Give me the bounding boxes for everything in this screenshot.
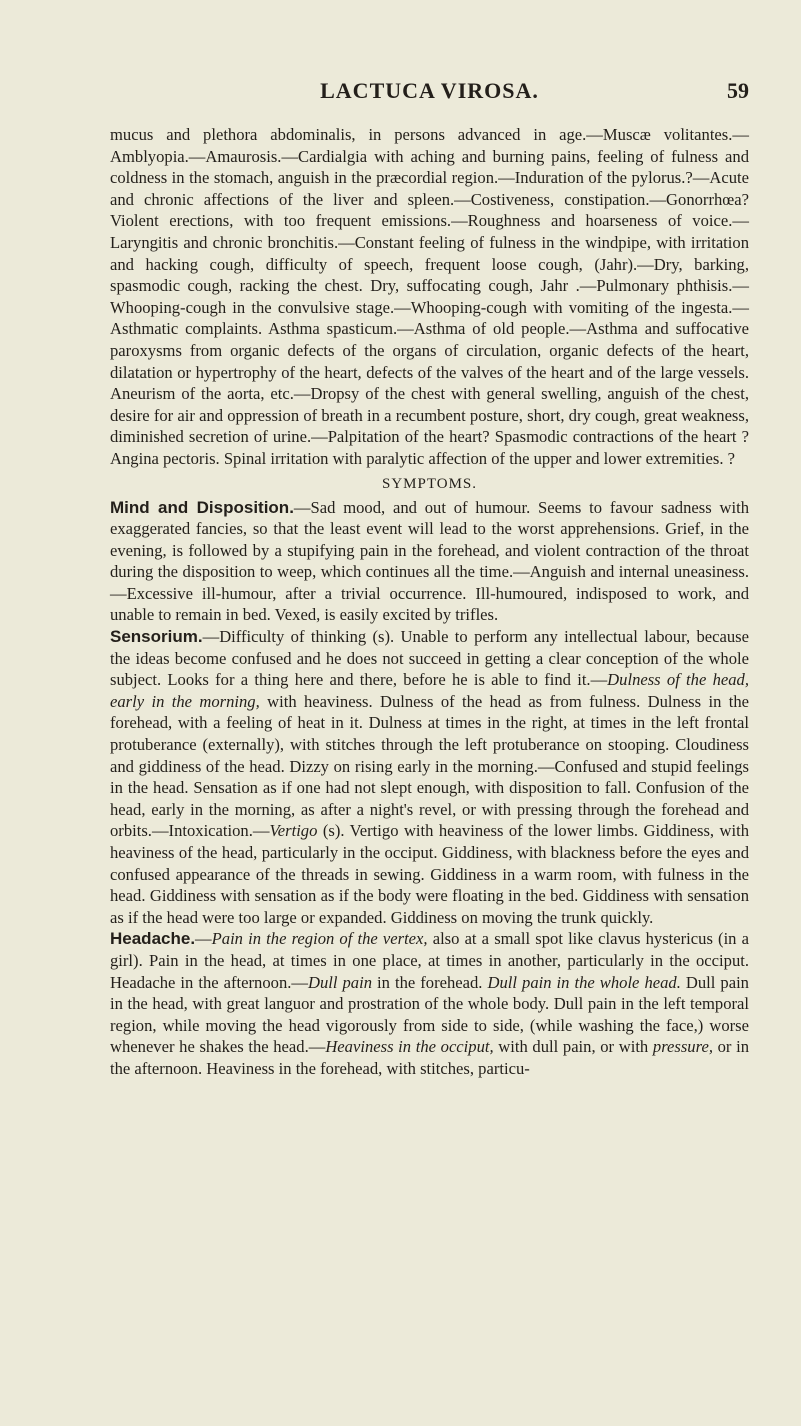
sensorium-text-3: (s). Vertigo with heaviness of the lower limbs. Giddiness, with heaviness of the head, particularly in the occiput. Giddiness, with blackness before the eyes and confused appearance of the threads in sewing. Giddiness in a warm room, with fulness in the head. Giddiness with sensation as if the body were floating in the bed. Giddiness with sensation as if the head were too large or expanded. Giddiness on moving the trunk quickly.	[110, 821, 749, 927]
sensorium-rubric: Sensorium.	[110, 627, 203, 647]
headache-text-4: Dull pain in the head, with great languor and prostration of the whole body. Dull pain in the left temporal region, while moving the head vigorously from side to side, (while washing the face,) worse whenever he shakes the head.—	[110, 972, 749, 1057]
headache-italic-5: pressure,	[652, 1037, 713, 1057]
clinical-uses-paragraph: mucus and plethora abdominalis, in persons advanced in age.—Muscæ volitantes.—Amblyopia.—Amaurosis.—Cardialgia with aching and burning pains, feeling of fulness and coldness in the stomach, anguish in the præcordial region.—Induration of the pylorus.?—Acute and chronic affections of the liver and spleen.—Costiveness, constipation.—Gonorrhœa? Violent erections, with too frequent emissions.—Roughness and hoarseness of voice.—Laryngitis and chronic bronchitis.—Constant feeling of fulness in the windpipe, with irritation and hacking cough, difficulty of speech, frequent loose cough, (Jahr).—Dry, barking, spasmodic cough, racking the chest. Dry, suffocating cough, Jahr .—Pulmonary phthisis.—Whooping-cough in the convulsive stage.—Whooping-cough with vomiting of the ingesta.—Asthmatic complaints. Asthma spasticum.—Asthma of old people.—Asthma and suffocative paroxysms from organic defects of the organs of circulation, organic defects of the heart, dilatation or hypertrophy of the heart, defects of the valves of the heart and of the large vessels. Aneurism of the aorta, etc.—Dropsy of the chest with general swelling, anguish of the chest, desire for air and oppression of breath in a recumbent posture, short, dry cough, great weakness, diminished secretion of urine.—Palpitation of the heart? Spasmodic contractions of the heart ? Angina pectoris. Spinal irritation with paralytic affection of the upper and lower extremities. ?	[110, 125, 749, 468]
headache-italic-1: Pain in the region of the vertex,	[211, 929, 428, 949]
mind-paragraph	[110, 497, 749, 627]
headache-text-1: —	[195, 929, 212, 949]
sensorium-italic-1: Dulness of the head, early in the morning,	[110, 670, 749, 711]
headache-italic-2: Dull pain	[307, 972, 373, 992]
sensorium-italic-2: Vertigo	[269, 821, 318, 841]
mind-text: —Sad mood, and out of humour. Seems to favour sadness with exaggerated fancies, so that the least event will lead to the worst apprehensions. Grief, in the evening, is followed by a stupifying pain in the forehead, and violent contraction of the throat during the disposition to weep, which continues all the time.—Anguish and internal uneasiness.—Excessive ill-humour, after a trivial occurrence. Ill-humoured, indisposed to work, and unable to remain in bed. Vexed, is easily excited by trifles.	[110, 497, 749, 625]
headache-italic-3: Dull pain in the whole head.	[487, 972, 681, 992]
mind-rubric: Mind and Disposition.	[110, 497, 294, 517]
headache-text-3: in the forehead.	[372, 972, 488, 992]
sensorium-paragraph	[110, 626, 749, 928]
page-title: LACTUCA VIROSA.	[320, 78, 539, 103]
headache-text-5: with dull pain, or with	[493, 1037, 653, 1057]
page-number: 59	[727, 78, 749, 103]
headache-rubric: Headache.	[110, 929, 196, 949]
headache-italic-4: Heaviness in the occiput,	[325, 1037, 494, 1057]
sensorium-text-2: with heaviness. Dulness of the head as from fulness. Dulness in the forehead, with a feeling of heat in it. Dulness at times in the right, at times in the left frontal protuberance (externally), with stitches through the left protuberance on stooping. Cloudiness and giddiness of the head. Dizzy on rising early in the morning.—Confused and stupid feelings in the head. Sensation as if one had not slept enough, with disposition to fall. Confusion of the head, early in the morning, as after a night's revel, or with pressing through the forehead and orbits.—Intoxication.—	[110, 691, 750, 841]
headache-text-6: or in the afternoon. Heaviness in the forehead, with stitches, particu-	[110, 1037, 749, 1078]
symptoms-heading: SYMPTOMS.	[381, 475, 477, 492]
headache-text-2: also at a small spot like clavus hystericus (in a girl). Pain in the head, at times in one place, at times in another, particularly in the occiput. Headache in the afternoon.—	[110, 929, 749, 992]
running-head	[110, 78, 749, 112]
headache-paragraph	[110, 928, 749, 1079]
sensorium-text-1: —Difficulty of thinking (s). Unable to perform any intellectual labour, because the ideas become confused and he does not succeed in getting a clear conception of the whole subject. Looks for a thing here and there, before he is able to find it.—	[110, 627, 749, 690]
